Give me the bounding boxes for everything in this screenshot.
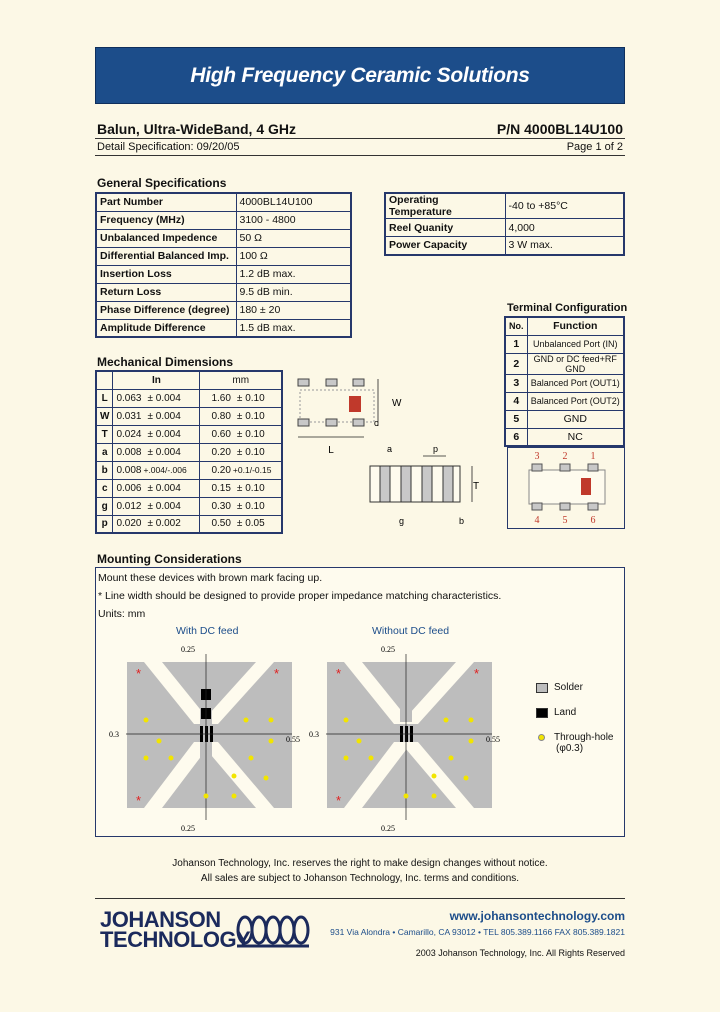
logo-line-2: TECHNOLOGY [100,927,251,952]
dimension-key: g [96,497,113,515]
spec-label: Power Capacity [385,237,505,255]
legend-solder-label: Solder [554,682,583,693]
dimension-key: T [96,425,113,443]
dimension-inch [113,425,200,443]
logo-coil-icon [233,912,313,952]
mm-value: 0.20 [211,464,231,476]
pad-3 [532,464,542,471]
top-pad-a [298,379,309,386]
bot-pad-a [298,419,309,426]
terminal-function: Balanced Port (OUT2) [527,392,624,410]
notice-2: All sales are subject to Johanson Technology, Inc. terms and conditions. [200,873,520,884]
dimension-inch [113,497,200,515]
spec-row [96,193,351,211]
mm-value: 0.30 [211,500,231,512]
pin-label-1: 1 [590,451,596,462]
mounting-title: Mounting Considerations [97,552,242,566]
mm-tolerance: ± 0.10 [236,428,265,440]
top-view-outline [300,390,374,422]
mm-tolerance: +0.1/-0.15 [232,464,272,475]
mm-tolerance: ± 0.10 [236,392,265,404]
dimension-row [96,515,282,533]
spec-row [385,193,624,219]
mm-tolerance: ± 0.10 [236,446,265,458]
mech-col-mm: mm [200,371,282,389]
spec-value: 180 ± 20 [236,301,351,319]
dimension-key: L [96,389,113,407]
terminal-col-function: Function [527,317,624,335]
inch-value: 0.063 [116,392,142,404]
with-dim-025-top: 0.25 [181,645,195,654]
general-spec-table [95,192,352,338]
pin-label-4: 4 [534,515,540,526]
terminal-function: GND [527,410,624,428]
spec-label: Frequency (MHz) [96,211,236,229]
spec-row [385,237,624,255]
pin-diagram-svg [508,448,624,528]
footer-rule [95,898,625,899]
dimension-key: a [96,443,113,461]
dimension-inch [113,461,200,479]
without-dc-label: Without DC feed [372,625,450,637]
dimension-row [96,497,282,515]
terminal-no: 5 [505,410,527,428]
terminal-no: 4 [505,392,527,410]
dimension-mm [200,443,282,461]
dimension-inch [113,515,200,533]
dim-p-label: p [433,444,439,454]
dimension-row [96,443,282,461]
product-title: Balun, Ultra-WideBand, 4 GHz [97,121,297,137]
without-dim-025-bottom: 0.25 [381,824,395,833]
legend-through-label: Through-hole [554,732,614,743]
with-dc-pattern [96,638,311,838]
spec-row [96,265,351,283]
with-dim-055: 0.55 [286,735,300,744]
company-url[interactable]: www.johansontechnology.com [449,909,625,923]
with-dim-025-bottom: 0.25 [181,824,195,833]
dimension-row [96,389,282,407]
with-star-ur: * [274,666,280,681]
side-term-2 [401,466,411,502]
dimension-inch [113,389,200,407]
logo-line-1: JOHANSON [100,907,221,932]
terminal-row [505,335,624,353]
part-number-title: P/N 4000BL14U100 [496,121,623,137]
dimension-inch [113,479,200,497]
without-dim-055: 0.55 [486,735,500,744]
dim-l-label: L [328,445,334,456]
terminal-row [505,392,624,410]
dimension-mm [200,515,282,533]
dimension-key: b [96,461,113,479]
dimension-row [96,479,282,497]
terminal-row [505,428,624,446]
spec-label: Amplitude Difference [96,319,236,337]
detail-spec: Detail Specification: 09/20/05 [97,141,240,153]
legend [536,682,613,754]
inch-value: 0.012 [116,500,142,512]
legend-through-dia: (φ0.3) [556,743,584,754]
legend-land-swatch [536,708,548,718]
spec-label: Part Number [96,193,236,211]
copyright: 2003 Johanson Technology, Inc. All Rights Reserved [415,948,625,958]
side-term-3 [422,466,432,502]
chip-side-view [366,442,496,528]
mech-col-in: In [113,371,200,389]
dimension-key: W [96,407,113,425]
pad-1 [588,464,598,471]
spec-row [96,301,351,319]
without-dim-03: 0.3 [309,730,319,739]
terminal-no: 2 [505,353,527,374]
pin-diagram [507,447,625,529]
top-pad-c [353,379,364,386]
inch-tolerance: ± 0.004 [147,428,181,440]
dimension-row [96,407,282,425]
terminal-title: Terminal Configuration [507,302,628,314]
pad-5 [560,503,570,510]
terminal-row [505,410,624,428]
bot-pad-c [353,419,364,426]
spec-value: 100 Ω [236,247,351,265]
spec-row [96,283,351,301]
spec-label: Return Loss [96,283,236,301]
pin-label-5: 5 [562,515,568,526]
spec-value: 9.5 dB min. [236,283,351,301]
inch-tolerance: ± 0.004 [147,392,181,404]
spec-value: 3100 - 4800 [236,211,351,229]
mm-tolerance: ± 0.10 [236,410,265,422]
dimension-mm [200,461,282,479]
mm-tolerance: ± 0.10 [236,482,265,494]
terminal-row [505,374,624,392]
inch-value: 0.031 [116,410,142,422]
dimension-mm [200,479,282,497]
banner-title: High Frequency Ceramic Solutions [95,47,625,104]
mech-corner [96,371,113,389]
company-logo [100,907,251,952]
top-pad-b [326,379,337,386]
legend-land [536,707,613,718]
spec-label: Phase Difference (degree) [96,301,236,319]
inch-tolerance: ± 0.004 [147,410,181,422]
inch-value: 0.006 [116,482,142,494]
mm-tolerance: ± 0.10 [236,500,265,512]
legend-through [536,732,613,743]
legend-solder [536,682,613,693]
pad-2 [560,464,570,471]
dim-w-label: W [392,398,402,409]
inch-value: 0.008 [116,446,142,458]
dim-b-label: b [459,516,465,526]
with-star-ll: * [136,793,142,808]
mm-value: 0.20 [211,446,231,458]
pad-6 [588,503,598,510]
dimension-row [96,461,282,479]
mm-value: 0.60 [211,428,231,440]
dimension-mm [200,425,282,443]
dimension-mm [200,389,282,407]
legend-solder-swatch [536,683,548,693]
dim-t-label: T [473,481,480,492]
spec-value: 50 Ω [236,229,351,247]
mechanical-table [95,370,283,534]
terminal-function: GND or DC feed+RF GND [527,353,624,374]
spec-row [385,219,624,237]
brown-mark [581,478,591,495]
dim-c-label: c [374,418,379,428]
terminal-function: NC [527,428,624,446]
mechanical-title: Mechanical Dimensions [97,355,234,369]
spec-value: 1.2 dB max. [236,265,351,283]
spec-value: 1.5 dB max. [236,319,351,337]
with-dim-03: 0.3 [109,730,119,739]
spec-label: Unbalanced Impedence [96,229,236,247]
spec-row [96,247,351,265]
chip-outline [529,470,605,504]
inch-value: 0.020 [116,518,142,530]
mm-value: 0.50 [211,518,231,530]
dimension-inch [113,407,200,425]
dimension-key: p [96,515,113,533]
mounting-box [95,567,625,837]
with-dc-label: With DC feed [176,625,239,637]
side-term-4 [443,466,453,502]
spec-value: 3 W max. [505,237,624,255]
mm-value: 0.80 [211,410,231,422]
inch-tolerance: ± 0.004 [147,500,181,512]
terminal-row [505,353,624,374]
spec-label: Differential Balanced Imp. [96,247,236,265]
inch-value: 0.008 [116,464,142,476]
inch-value: 0.024 [116,428,142,440]
without-dim-025-top: 0.25 [381,645,395,654]
spec-value: 4000BL14U100 [236,193,351,211]
spec-row [96,229,351,247]
mm-tolerance: ± 0.05 [236,518,265,530]
general-spec-table-right [384,192,625,256]
page-number: Page 1 of 2 [566,141,623,153]
legend-through-swatch [538,734,545,741]
dimension-inch [113,443,200,461]
inch-tolerance: ± 0.004 [147,482,181,494]
without-star-ul: * [336,666,342,681]
terminal-no: 6 [505,428,527,446]
dimension-key: c [96,479,113,497]
bot-pad-b [326,419,337,426]
terminal-function: Balanced Port (OUT1) [527,374,624,392]
spec-label: Reel Quanity [385,219,505,237]
company-address: 931 Via Alondra • Camarillo, CA 93012 • TEL 805.389.1166 FAX 805.389.1821 [330,927,625,937]
header-rule [95,138,625,139]
legend-land-label: Land [554,707,577,718]
spec-row [96,319,351,337]
side-term-1 [380,466,390,502]
pin-label-2: 2 [562,451,568,462]
mount-line-3: Units: mm [98,608,146,620]
terminal-no: 3 [505,374,527,392]
with-star-ul: * [136,666,142,681]
terminal-no: 1 [505,335,527,353]
top-brown-mark [349,396,361,412]
dim-a-label: a [387,444,393,454]
spec-value: -40 to +85°C [505,193,624,219]
terminal-table [504,316,625,447]
without-dc-pattern [296,638,511,838]
dim-g-label: g [399,516,405,526]
pin-label-3: 3 [534,451,540,462]
inch-tolerance: +.004/-.006 [143,464,187,475]
spec-label: Operating Temperature [385,193,505,219]
header-rule-2 [95,155,625,156]
terminal-col-no: No. [505,317,527,335]
notice-1: Johanson Technology, Inc. reserves the right to make design changes without notice. [172,858,548,869]
inch-tolerance: ± 0.002 [147,518,181,530]
spec-label: Insertion Loss [96,265,236,283]
dimension-mm [200,407,282,425]
pin-label-6: 6 [590,515,596,526]
terminal-function: Unbalanced Port (IN) [527,335,624,353]
mm-value: 0.15 [211,482,231,494]
mount-line-1: Mount these devices with brown mark facing up. [98,572,323,584]
inch-tolerance: ± 0.004 [147,446,181,458]
pad-4 [532,503,542,510]
without-star-ll: * [336,793,342,808]
spec-row [96,211,351,229]
mount-line-2: * Line width should be designed to provide proper impedance matching characteristics. [98,590,502,602]
spec-value: 4,000 [505,219,624,237]
without-star-ur: * [474,666,480,681]
mm-value: 1.60 [211,392,231,404]
general-spec-title: General Specifications [97,176,227,190]
dimension-row [96,425,282,443]
dimension-mm [200,497,282,515]
